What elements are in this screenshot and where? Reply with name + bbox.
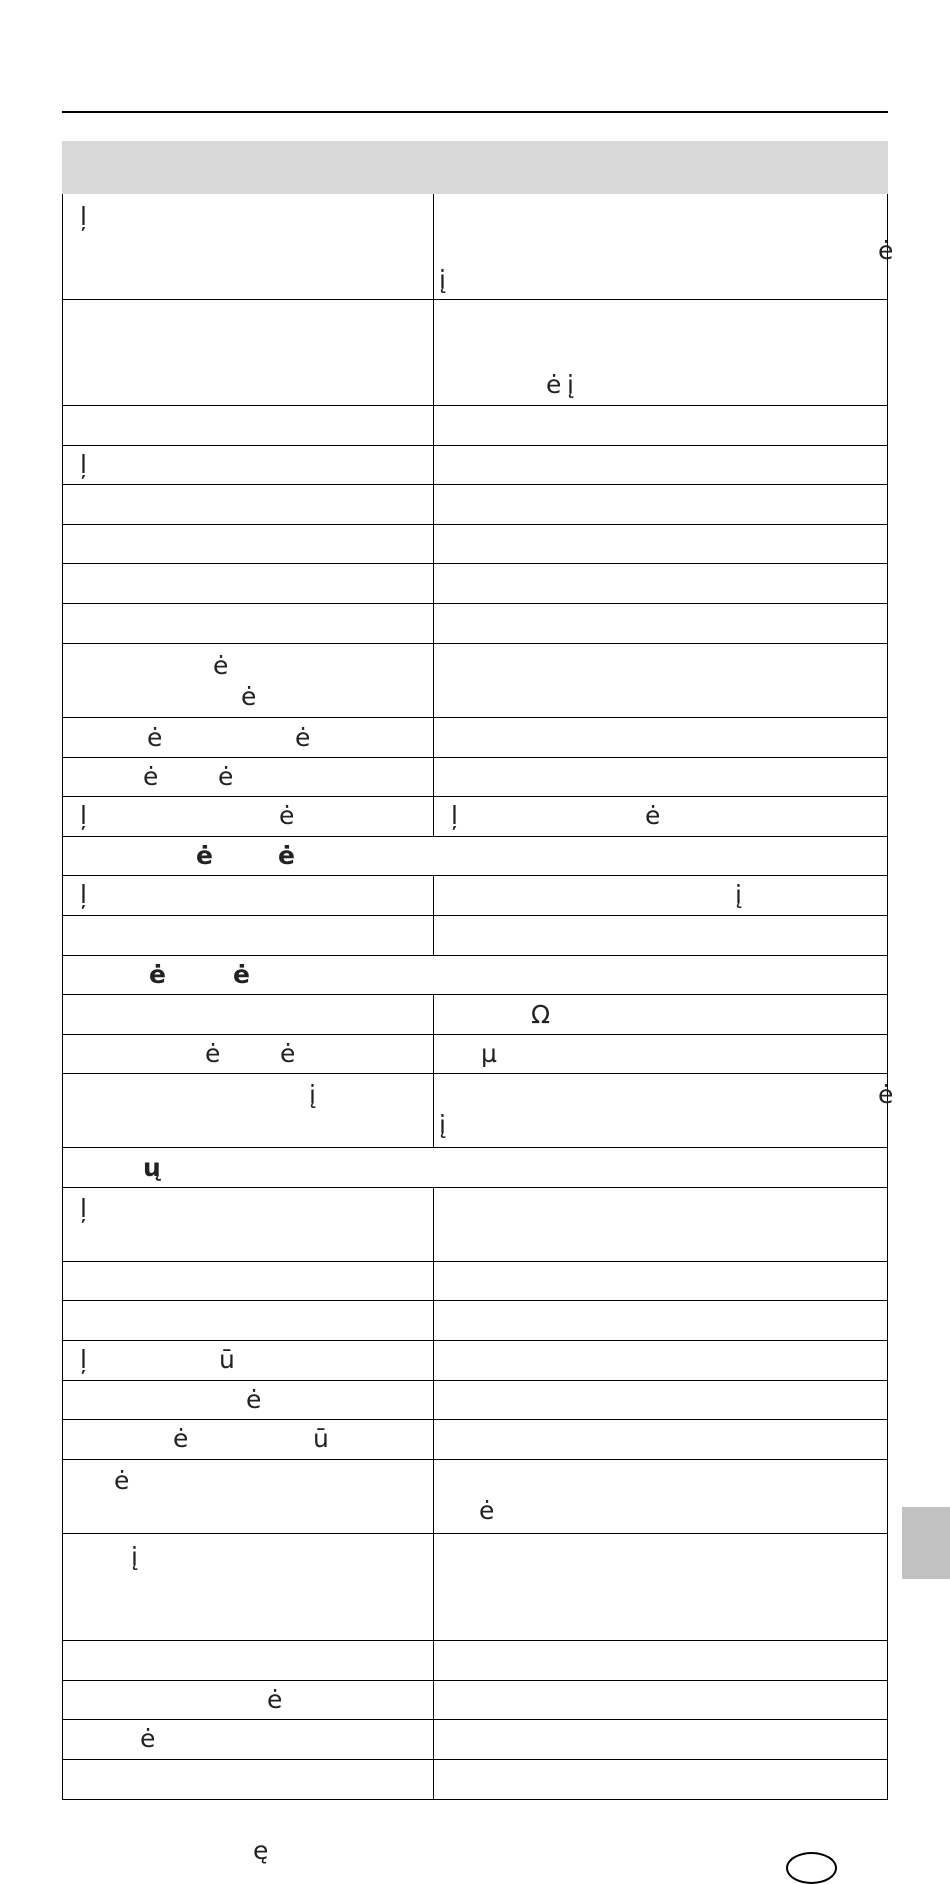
table-row: [62, 1534, 888, 1641]
value-cell: [434, 1341, 887, 1380]
label-cell: [63, 194, 434, 299]
header-rule: [62, 111, 888, 113]
table-row: [62, 1681, 888, 1720]
table-row: [62, 1262, 888, 1301]
value-cell: [434, 1262, 887, 1300]
value-cell: [434, 718, 887, 757]
value-cell: [434, 300, 887, 405]
cell-glyph: į: [439, 1110, 446, 1139]
cell-glyph: ė: [479, 1496, 495, 1525]
cell-glyph: µ: [481, 1039, 497, 1068]
cell-glyph: ė: [645, 801, 661, 830]
value-cell: [434, 1681, 887, 1719]
table-row: [62, 1381, 888, 1420]
table-row: [62, 525, 888, 564]
cell-glyph: ė: [140, 1724, 156, 1753]
cell-glyph: ų: [143, 1153, 161, 1182]
value-cell: [434, 406, 887, 445]
cell-glyph: ė: [213, 651, 229, 680]
value-cell: [434, 1534, 887, 1640]
label-cell: [63, 916, 434, 955]
section-heading-cell: [63, 956, 887, 994]
value-cell: [434, 1074, 894, 1147]
label-cell: [63, 1381, 434, 1419]
value-cell: [434, 1301, 887, 1340]
cell-glyph: ė: [114, 1466, 130, 1495]
cell-glyph: į: [439, 265, 446, 294]
table-row: [62, 1035, 888, 1074]
side-tab-marker: [902, 1507, 950, 1579]
table-row: [62, 1074, 894, 1148]
cell-glyph: ļ: [80, 202, 87, 231]
table-row: [62, 995, 888, 1035]
label-cell: [63, 718, 434, 757]
label-cell: [63, 1760, 434, 1799]
value-cell: [434, 604, 887, 643]
table-row: [62, 797, 888, 837]
label-cell: [63, 406, 434, 445]
cell-glyph: ė: [241, 682, 257, 711]
label-cell: [63, 1681, 434, 1719]
table-row: [62, 644, 888, 718]
label-cell: [63, 995, 434, 1034]
table-row: [62, 1420, 888, 1460]
value-cell: [434, 644, 887, 717]
value-cell: [434, 995, 887, 1034]
table-row: [62, 758, 888, 797]
value-cell: [434, 1460, 887, 1533]
table-body: [62, 194, 894, 1800]
cell-glyph: ė: [149, 960, 166, 989]
table-row: [62, 1341, 888, 1381]
label-cell: [63, 644, 434, 717]
value-cell: [434, 194, 894, 299]
cell-glyph: ė: [143, 762, 159, 791]
table-row: [62, 1188, 888, 1262]
table-row: [62, 485, 888, 525]
label-cell: [63, 1341, 434, 1380]
label-cell: [63, 1720, 434, 1759]
cell-glyph: ė: [196, 841, 213, 870]
label-cell: [63, 300, 434, 405]
spec-table: [62, 141, 894, 1800]
value-cell: [434, 797, 887, 836]
value-cell: [434, 564, 887, 603]
label-cell: [63, 1301, 434, 1340]
table-row: [62, 1148, 888, 1188]
table-row: [62, 300, 888, 406]
label-cell: [63, 1074, 434, 1147]
cell-glyph: ė: [278, 841, 295, 870]
cell-glyph: ū: [219, 1345, 235, 1374]
cell-glyph: ū: [313, 1424, 329, 1453]
section-heading-cell: [63, 837, 887, 875]
table-row: [62, 406, 888, 446]
value-cell: [434, 876, 887, 915]
cell-glyph: ė: [546, 370, 562, 399]
label-cell: [63, 446, 434, 484]
table-row: [62, 564, 888, 604]
value-cell: [434, 485, 887, 524]
cell-glyph: į: [309, 1080, 316, 1109]
label-cell: [63, 485, 434, 524]
cell-glyph: ļ: [80, 1194, 87, 1223]
cell-glyph: ė: [233, 960, 250, 989]
cell-glyph: ė: [279, 801, 295, 830]
cell-glyph: ė: [267, 1685, 283, 1714]
table-row: [62, 1720, 888, 1760]
cell-glyph: ė: [218, 762, 234, 791]
label-cell: [63, 876, 434, 915]
value-cell: [434, 1035, 887, 1073]
label-cell: [63, 1188, 434, 1261]
table-row: [62, 876, 888, 916]
label-cell: [63, 525, 434, 563]
footer-page-label: ę: [253, 1836, 269, 1865]
cell-glyph: ė: [246, 1385, 262, 1414]
cell-glyph: ė: [205, 1039, 221, 1068]
table-row: [62, 604, 888, 644]
cell-glyph: ļ: [80, 1345, 87, 1374]
label-cell: [63, 797, 434, 836]
table-row: [62, 1460, 888, 1534]
table-row: [62, 956, 888, 995]
table-row: [62, 1641, 888, 1681]
value-cell: [434, 916, 887, 955]
value-cell: [434, 1641, 887, 1680]
table-row: [62, 718, 888, 758]
value-cell: [434, 446, 887, 484]
value-cell: [434, 758, 887, 796]
label-cell: [63, 564, 434, 603]
cell-glyph: į: [567, 370, 574, 399]
cell-glyph: į: [735, 880, 742, 909]
label-cell: [63, 758, 434, 796]
country-oval-badge: [786, 1852, 837, 1884]
value-cell: [434, 1760, 887, 1799]
table-row: [62, 837, 888, 876]
value-cell: [434, 525, 887, 563]
value-cell: [434, 1381, 887, 1419]
cell-glyph: ė: [878, 1080, 894, 1109]
label-cell: [63, 1534, 434, 1640]
cell-glyph: ļ: [451, 801, 458, 830]
table-row: [62, 194, 894, 300]
table-row: [62, 446, 888, 485]
table-header: [62, 141, 888, 194]
cell-glyph: ļ: [80, 450, 87, 479]
label-cell: [63, 1035, 434, 1073]
cell-glyph: ļ: [80, 801, 87, 830]
label-cell: [63, 604, 434, 643]
cell-glyph: Ω: [531, 1000, 551, 1029]
label-cell: [63, 1420, 434, 1459]
label-cell: [63, 1262, 434, 1300]
cell-glyph: ė: [295, 723, 311, 752]
table-row: [62, 1301, 888, 1341]
cell-glyph: ė: [878, 236, 894, 265]
cell-glyph: ļ: [80, 880, 87, 909]
label-cell: [63, 1460, 434, 1533]
table-row: [62, 1760, 888, 1800]
table-row: [62, 916, 888, 956]
value-cell: [434, 1188, 887, 1261]
cell-glyph: ė: [280, 1039, 296, 1068]
label-cell: [63, 1641, 434, 1680]
cell-glyph: į: [131, 1542, 138, 1571]
value-cell: [434, 1720, 887, 1759]
section-heading-cell: [63, 1148, 887, 1187]
cell-glyph: ė: [173, 1424, 189, 1453]
cell-glyph: ė: [147, 723, 163, 752]
value-cell: [434, 1420, 887, 1459]
